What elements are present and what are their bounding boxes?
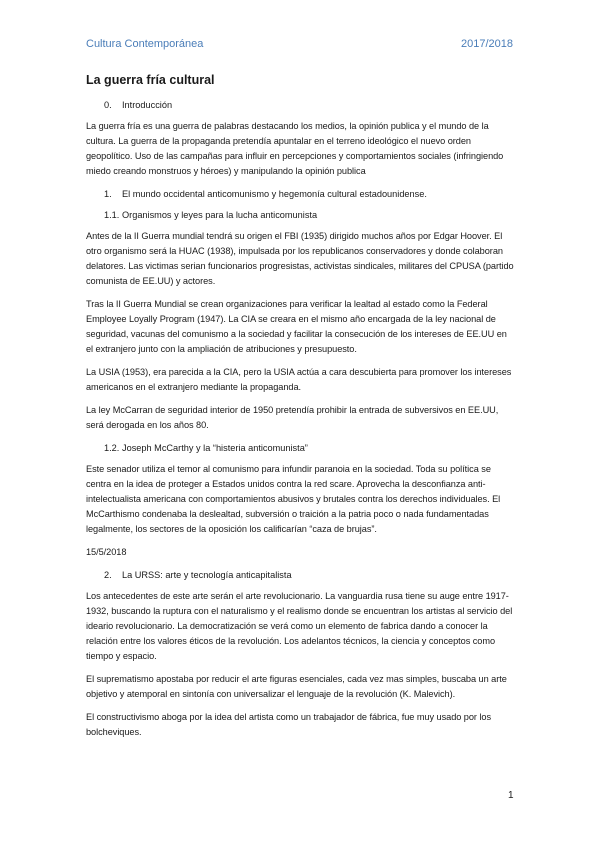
heading-number: 1. xyxy=(104,189,112,199)
paragraph: 15/5/2018 xyxy=(86,547,127,557)
page-number: 1 xyxy=(508,790,514,801)
paragraph: Antes de la II Guerra mundial tendrá su origen el FBI (1935) dirigido muchos años por Edgar Hoover. El otro organismo será la HUAC (1938), impulsada por los republicanos conservadores y donde colaboran delatores. Las victimas serian funcionarios progresistas, activistas sindicales, militares del CPUSA (partido comunista de EE.UU) y actores. xyxy=(86,231,514,286)
heading-text: Organismos y leyes para la lucha anticomunista xyxy=(122,210,318,220)
paragraph: La guerra fría es una guerra de palabras destacando los medios, la opinión publica y el mundo de la cultura. La guerra de la propaganda pretendía apuntalar en el terreno ideológico el nuevo orden geopolítico. Uso de las campañas para influir en percepciones y comportamientos sociales (infringiendo miedo creando monstruos y héroes) y manipulando la opinión publica xyxy=(86,121,504,176)
heading-text: El mundo occidental anticomunismo y hegemonía cultural estadounidense. xyxy=(122,189,427,199)
paragraph: El constructivismo aboga por la idea del artista como un trabajador de fábrica, fue muy usado por los bolcheviques. xyxy=(86,712,492,737)
paragraph: La USIA (1953), era parecida a la CIA, pero la USIA actúa a cara descubierta para promover los intereses americanos en el extranjero mediante la propaganda. xyxy=(86,367,512,392)
page-title: La guerra fría cultural xyxy=(86,73,215,87)
heading-number: 0. xyxy=(104,100,112,110)
section-heading xyxy=(86,208,516,223)
header-year: 2017/2018 xyxy=(461,38,513,50)
paragraph: Tras la II Guerra Mundial se crean organizaciones para verificar la lealtad al estado como la Federal Employee Loyally Program (1947). La CIA se creara en el mismo año encargada de la ley nacional de seguridad, vacunas del comunismo a la sociedad y facilitar la consecución de los intereses de EE.UU en el extranjero junto con la ampliación de atribuciones y presupuesto. xyxy=(86,299,507,354)
heading-number: 1.1. xyxy=(104,210,120,220)
heading-text: Joseph McCarthy y la “histeria anticomunista” xyxy=(122,443,308,453)
heading-number: 2. xyxy=(104,570,112,580)
paragraph: El suprematismo apostaba por reducir el arte figuras esenciales, cada vez mas simples, buscaba un arte objetivo y atemporal en sintonía con universalizar el lenguaje de la revolución (K. Malevich). xyxy=(86,674,507,699)
heading-number: 1.2. xyxy=(104,443,120,453)
section-heading xyxy=(86,441,516,456)
section-heading xyxy=(86,568,516,583)
sections-container xyxy=(86,98,516,740)
page-header xyxy=(86,38,513,54)
heading-text: La URSS: arte y tecnología anticapitalista xyxy=(122,570,292,580)
header-course: Cultura Contemporánea xyxy=(86,38,204,50)
paragraph: Los antecedentes de este arte serán el arte revolucionario. La vanguardia rusa tiene su auge entre 1917-1932, buscando la ruptura con el naturalismo y el realismo donde se encuentran los artistas al servicio del ideario revolucionario. La democratización se verá como un elemento de fabrica dando a conocer la relación entre los valores éticos de la revolución. Los adelantos técnicos, la ciencia y conceptos como tiempo y espacio. xyxy=(86,591,513,661)
paragraph: La ley McCarran de seguridad interior de 1950 pretendía prohibir la entrada de subversivos en EE.UU, será derogada en los años 80. xyxy=(86,405,499,430)
paragraph: Este senador utiliza el temor al comunismo para infundir paranoia en la sociedad. Toda su política se centra en la idea de proteger a Estados unidos contra la red scare. Aprovecha la desconfianza anti-intelectualista americana con comportamientos abusivos y brutales contra los derechos individuales. El McCarthismo condenaba la deslealtad, subversión o traición a la patria poco o nada fundamentadas legalmente, los sectores de la oposición los calificarían “caza de brujas”. xyxy=(86,464,501,534)
section-heading xyxy=(86,187,516,202)
section-heading xyxy=(86,98,516,113)
document-body xyxy=(86,72,516,748)
heading-text: Introducción xyxy=(122,100,173,110)
